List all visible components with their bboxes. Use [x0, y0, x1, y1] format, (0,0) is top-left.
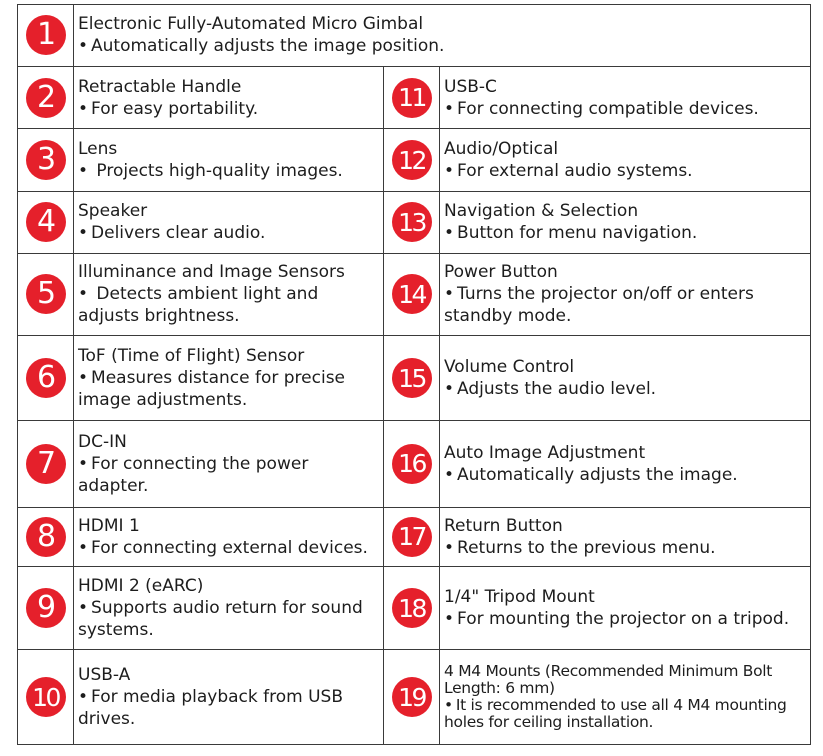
item-number-cell [384, 421, 440, 507]
item-description [78, 283, 381, 327]
item-text-cell [74, 421, 384, 507]
item-description [444, 98, 808, 120]
item-description-text: Supports audio return for sound systems. [78, 598, 363, 641]
item-description-text: Automatically adjusts the image position. [91, 36, 445, 57]
item-description-text: For easy portability. [91, 98, 259, 119]
item-description-text: For media playback from USB drives. [78, 687, 344, 730]
item-text-cell [74, 567, 384, 650]
table-row [18, 650, 811, 745]
item-text-cell [74, 335, 384, 420]
bullet-marker: • [78, 368, 89, 389]
item-title: USB-A [78, 665, 131, 686]
item-number-badge: 14 [392, 274, 432, 314]
item-number-badge: 1 [26, 15, 66, 55]
item-text-cell [440, 421, 811, 507]
item-description [444, 160, 808, 182]
item-text-cell [74, 129, 384, 192]
item-description-text: Measures distance for precise image adjustments. [78, 368, 346, 411]
item-title: Retractable Handle [78, 76, 242, 97]
bullet-marker: • [444, 161, 455, 182]
item-number-cell [18, 507, 74, 567]
item-description-text: For connecting the power adapter. [78, 453, 309, 496]
item-number-badge: 17 [392, 517, 432, 557]
item-description [78, 367, 381, 411]
item-number-cell [18, 421, 74, 507]
item-description [444, 378, 808, 400]
item-text-cell [440, 335, 811, 420]
item-text-cell [74, 66, 384, 129]
item-title: ToF (Time of Flight) Sensor [78, 346, 305, 367]
item-title: Audio/Optical [444, 139, 559, 160]
item-title: HDMI 1 [78, 515, 140, 536]
item-description [444, 537, 808, 559]
item-number-cell [384, 66, 440, 129]
item-number-badge: 5 [26, 274, 66, 314]
item-number-cell [384, 507, 440, 567]
item-number-cell [18, 192, 74, 254]
item-title: 4 M4 Mounts (Recommended Minimum Bolt Length: 6 mm) [444, 662, 773, 698]
item-number-cell [18, 335, 74, 420]
item-number-badge: 12 [392, 140, 432, 180]
item-description-text: For external audio systems. [457, 161, 693, 182]
item-description-text: Turns the projector on/off or enters standby mode. [444, 284, 754, 327]
bullet-marker: • [444, 464, 455, 485]
item-description-text: Returns to the previous menu. [457, 537, 716, 558]
bullet-marker: • [78, 598, 89, 619]
bullet-marker: • [444, 609, 455, 630]
table-row [18, 66, 811, 129]
item-title: Speaker [78, 201, 148, 222]
item-title: Navigation & Selection [444, 201, 639, 222]
bullet-marker: • [78, 98, 89, 119]
item-number-badge: 19 [392, 677, 432, 717]
item-description-text: Adjusts the audio level. [457, 379, 657, 400]
item-text-cell [440, 66, 811, 129]
bullet-marker: • [78, 223, 89, 244]
item-title: HDMI 2 (eARC) [78, 576, 204, 597]
bullet-marker: • [78, 453, 89, 474]
item-description [78, 453, 381, 497]
item-number-cell [18, 5, 74, 67]
item-description-text: For connecting compatible devices. [457, 98, 759, 119]
bullet-marker: • [444, 98, 455, 119]
bullet-marker: • [78, 537, 89, 558]
item-description-text: It is recommended to use all 4 M4 mounting holes for ceiling installation. [444, 696, 787, 732]
item-number-cell [18, 650, 74, 745]
item-title: 1/4" Tripod Mount [444, 587, 595, 608]
item-description [444, 283, 808, 327]
item-title: Return Button [444, 515, 563, 536]
item-number-badge: 18 [392, 588, 432, 628]
bullet-marker: • [78, 36, 89, 57]
item-title: Auto Image Adjustment [444, 442, 646, 463]
bullet-marker: • [444, 223, 455, 244]
item-title: Volume Control [444, 357, 575, 378]
item-number-cell [384, 192, 440, 254]
item-number-badge: 3 [26, 140, 66, 180]
item-title: DC-IN [78, 431, 127, 452]
item-description [78, 222, 381, 244]
bullet-marker: • [444, 696, 453, 715]
item-description [444, 608, 808, 630]
item-description-text: Button for menu navigation. [457, 223, 698, 244]
item-title: Electronic Fully-Automated Micro Gimbal [78, 14, 424, 35]
item-number-cell [384, 650, 440, 745]
item-text-cell [440, 507, 811, 567]
item-description [78, 98, 381, 120]
table-row [18, 5, 811, 67]
item-description [78, 160, 381, 182]
table-row [18, 567, 811, 650]
item-number-badge: 2 [26, 78, 66, 118]
item-number-cell [18, 253, 74, 335]
item-text-cell [74, 253, 384, 335]
item-text-cell [74, 507, 384, 567]
item-number-badge: 6 [26, 358, 66, 398]
item-title: Lens [78, 139, 118, 160]
table-row [18, 129, 811, 192]
item-description [444, 464, 808, 486]
table-row [18, 421, 811, 507]
item-text-cell [74, 650, 384, 745]
table-row [18, 192, 811, 254]
item-title: Illuminance and Image Sensors [78, 262, 345, 283]
item-number-badge: 10 [26, 677, 66, 717]
item-description [78, 35, 808, 57]
bullet-marker: • [78, 161, 89, 182]
bullet-marker: • [444, 537, 455, 558]
item-number-cell [384, 567, 440, 650]
item-text-cell [440, 253, 811, 335]
item-number-badge: 13 [392, 202, 432, 242]
item-description-text: Automatically adjusts the image. [457, 464, 738, 485]
item-number-cell [18, 567, 74, 650]
bullet-marker: • [78, 687, 89, 708]
item-number-cell [384, 129, 440, 192]
bullet-marker: • [444, 379, 455, 400]
item-description [78, 686, 381, 730]
item-description-text: Projects high-quality images. [91, 161, 343, 182]
item-text-cell [440, 192, 811, 254]
item-description-text: For mounting the projector on a tripod. [457, 609, 790, 630]
item-number-badge: 9 [26, 588, 66, 628]
item-number-cell [18, 66, 74, 129]
item-description-text: Detects ambient light and adjusts brightness. [78, 284, 319, 327]
item-number-badge: 4 [26, 202, 66, 242]
item-number-badge: 11 [392, 78, 432, 118]
item-description [444, 222, 808, 244]
item-number-cell [384, 253, 440, 335]
table-row [18, 253, 811, 335]
item-text-cell [440, 650, 811, 745]
table-row [18, 507, 811, 567]
item-number-cell [18, 129, 74, 192]
item-title: Power Button [444, 262, 558, 283]
bullet-marker: • [444, 284, 455, 305]
item-text-cell [440, 129, 811, 192]
item-title: USB-C [444, 76, 497, 97]
item-text-cell [74, 5, 811, 67]
item-description [78, 597, 381, 641]
item-number-badge: 7 [26, 444, 66, 484]
item-number-badge: 15 [392, 358, 432, 398]
item-number-badge: 16 [392, 444, 432, 484]
component-table [17, 4, 811, 745]
item-text-cell [74, 192, 384, 254]
table-row [18, 335, 811, 420]
item-description [78, 537, 381, 559]
item-number-cell [384, 335, 440, 420]
item-number-badge: 8 [26, 517, 66, 557]
item-description [444, 697, 808, 731]
bullet-marker: • [78, 284, 89, 305]
item-text-cell [440, 567, 811, 650]
item-description-text: For connecting external devices. [91, 537, 368, 558]
item-description-text: Delivers clear audio. [91, 223, 266, 244]
